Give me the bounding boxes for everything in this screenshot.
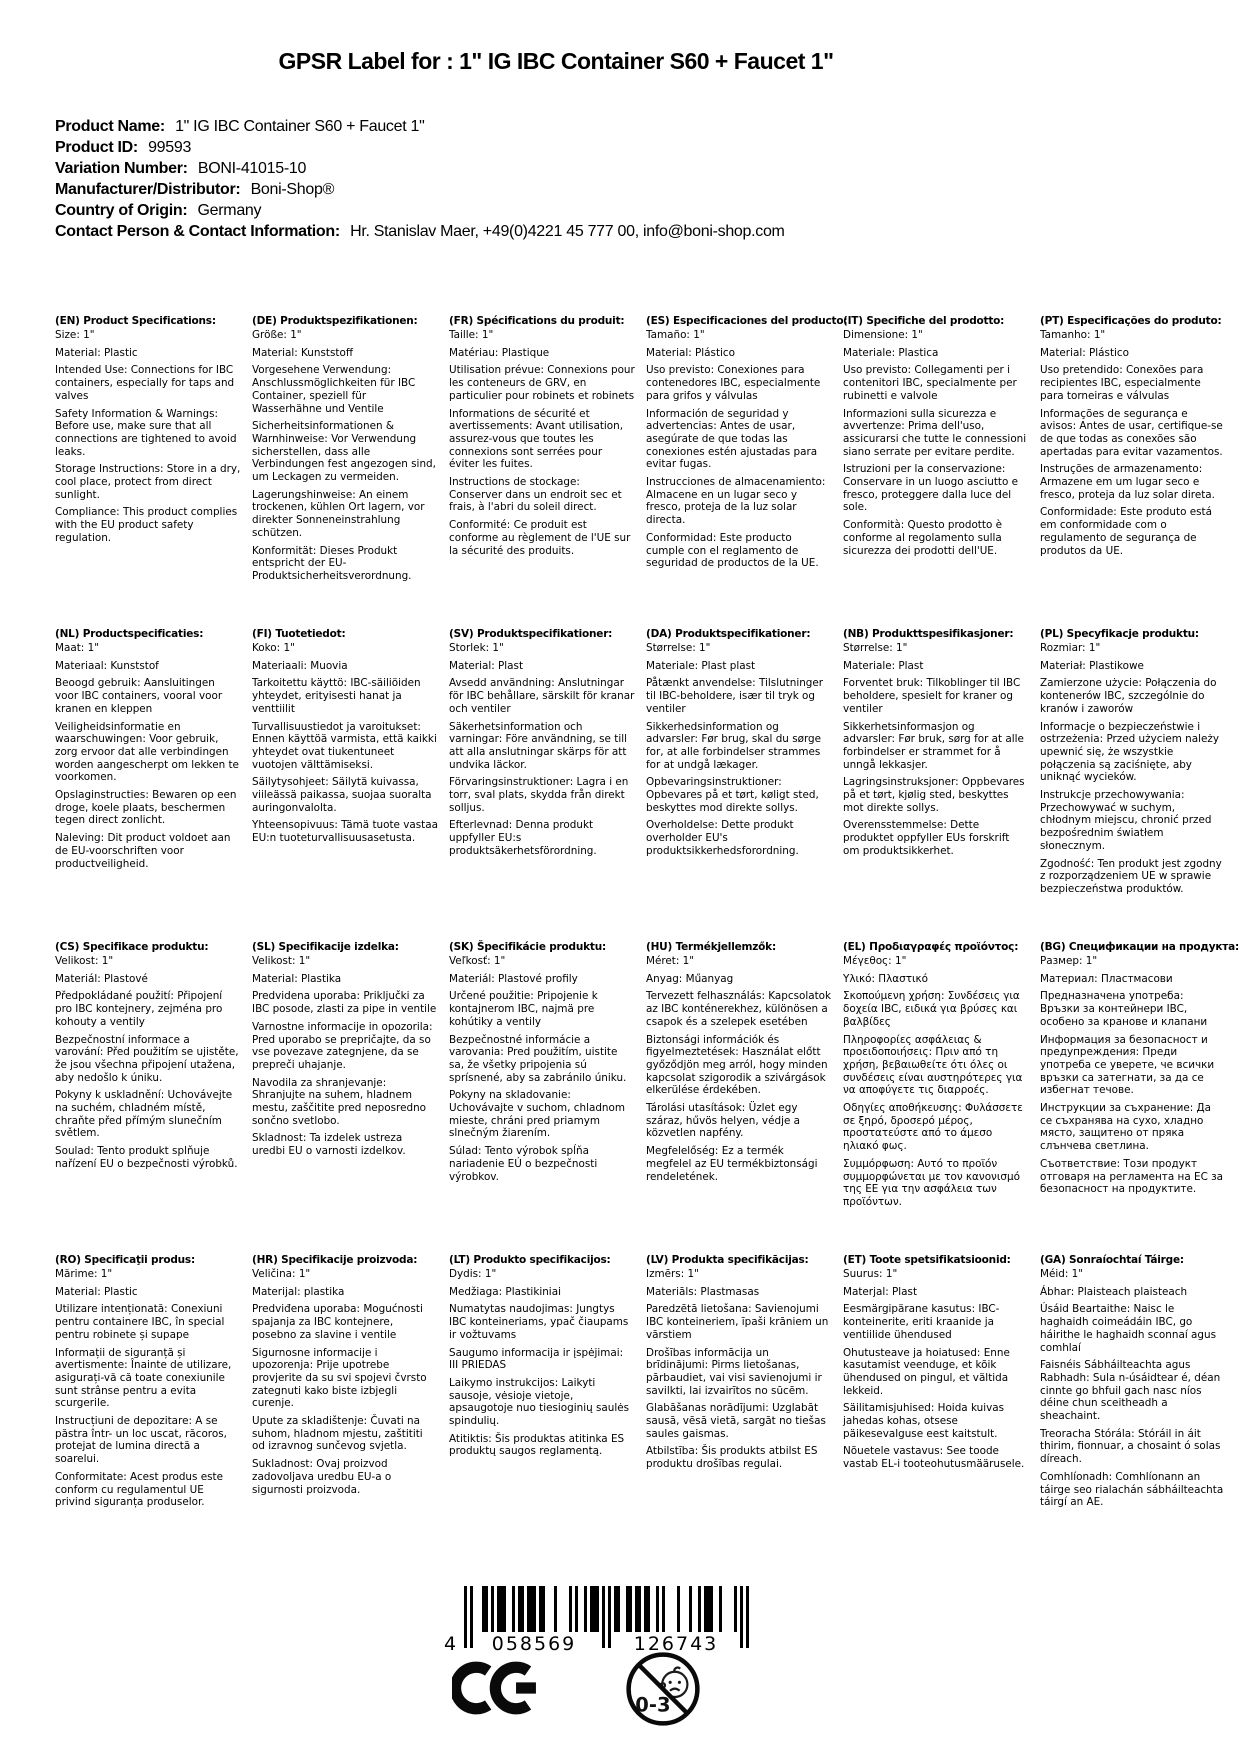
spec-paragraph: Предназначена употреба: Връзки за контейнери IBC, особено за кранове и клапани [1040, 990, 1208, 1028]
barcode-digit-left: 4 [444, 1633, 459, 1654]
spec-paragraph: Informazioni sulla sicurezza e avvertenze: Prima dell'uso, assicurarsi che tutte le connessioni siano serrate per evitare perdite. [843, 407, 1027, 458]
spec-paragraph: Μέγεθος: 1" [843, 955, 907, 967]
spec-block-heading: (EN) Product Specifications: [55, 315, 216, 327]
product-info-value: Boni-Shop® [250, 181, 335, 198]
spec-block-heading: (SL) Specifikacije izdelka: [252, 941, 399, 953]
spec-paragraph: Maat: 1" [55, 642, 99, 654]
product-info-label: Variation Number: [55, 160, 188, 177]
spec-paragraph: Skladnost: Ta izdelek ustreza uredbi EU o varnosti izdelkov. [252, 1132, 406, 1158]
product-info-label: Country of Origin: [55, 202, 188, 219]
spec-paragraph: Méid: 1" [1040, 1268, 1084, 1280]
spec-paragraph: Velikost: 1" [55, 955, 114, 967]
product-info-row [55, 200, 1155, 221]
spec-block-heading: (FR) Spécifications du produit: [449, 315, 625, 327]
spec-paragraph: Sikkerhetsinformasjon og advarsler: Før bruk, sørg for at alle forbindelser er strammet for å unngå lekkasjer. [843, 720, 1024, 771]
spec-paragraph: Информация за безопасност и предупреждения: Преди употреба се уверете, че всички връзки са затегнати, за да се избегнат течове. [1040, 1033, 1215, 1097]
spec-block-heading: (BG) Спецификации на продукта: [1040, 941, 1240, 953]
spec-paragraph: Predvidena uporaba: Priključki za IBC posode, zlasti za pipe in ventile [252, 990, 437, 1016]
spec-block-fi [252, 628, 438, 850]
spec-paragraph: Sicherheitsinformationen & Warnhinweise: Vor Verwendung sicherstellen, dass alle Verbindungen fest angezogen sind, um Leckagen zu vermeiden. [252, 420, 436, 484]
spec-paragraph: Sukladnost: Ovaj proizvod zadovoljava uredbu EU-a o sigurnosti proizvoda. [252, 1458, 392, 1496]
product-info-row [55, 221, 1155, 242]
spec-paragraph: Úsáid Beartaithe: Naisc le haghaidh coimeádáin IBC, go háirithe le haghaidh sconnaí agus comhlaí [1040, 1303, 1216, 1354]
product-info-value: BONI-41015-10 [197, 160, 307, 177]
product-info-label: Product Name: [55, 118, 165, 135]
spec-paragraph: Materiál: Plastové [55, 972, 148, 985]
spec-paragraph: Treoracha Stórála: Stóráil in áit thirim, fionnuar, a chosaint ó solas díreach. [1040, 1427, 1221, 1466]
spec-paragraph: Uso previsto: Conexiones para contenedores IBC, especialmente para grifos y válvulas [646, 364, 821, 402]
spec-paragraph: Lagringsinstruksjoner: Oppbevares på et tørt, kjølig sted, beskyttes mot direkte sollys. [843, 776, 1025, 814]
product-info-value: 99593 [148, 139, 192, 156]
spec-paragraph: Zgodność: Ten produkt jest zgodny z rozporządzeniem UE w sprawie bezpieczeństwa produktów. [1040, 857, 1222, 895]
spec-block-heading: (CS) Specifikace produktu: [55, 941, 209, 953]
spec-paragraph: Størrelse: 1" [646, 642, 711, 654]
spec-block-heading: (SK) Špecifikácie produktu: [449, 941, 606, 953]
spec-paragraph: Veľkosť: 1" [449, 955, 506, 967]
spec-paragraph: Súlad: Tento výrobok spĺňa nariadenie EÚ o bezpečnosti výrobkov. [449, 1145, 598, 1183]
spec-paragraph: Turvallisuustiedot ja varoitukset: Ennen käyttöä varmista, että kaikki yhteydet ovat tiukentuneet vuotojen välttämiseksi. [252, 720, 437, 771]
spec-paragraph: Säkerhetsinformation och varningar: Före användning, se till att alla anslutningar skärps för att undvika läckor. [449, 720, 627, 771]
spec-paragraph: Eesmärgipärane kasutus: IBC-konteinerite, eriti kraanide ja ventiilide ühendused [843, 1303, 1000, 1341]
spec-paragraph: Laikymo instrukcijos: Laikyti sausoje, vėsioje vietoje, apsaugotoje nuo tiesioginių saulės spindulių. [449, 1376, 630, 1428]
product-info-row [55, 116, 1155, 137]
spec-block-ro [55, 1254, 241, 1514]
spec-paragraph: Materiāls: Plastmasas [646, 1285, 760, 1298]
spec-paragraph: Tamanho: 1" [1040, 329, 1106, 341]
spec-paragraph: Medžiaga: Plastikiniai [449, 1285, 561, 1298]
spec-paragraph: Mărime: 1" [55, 1268, 113, 1280]
spec-paragraph: Beoogd gebruik: Aansluitingen voor IBC containers, vooral voor kranen en kleppen [55, 677, 223, 715]
spec-paragraph: Paredzētā lietošana: Savienojumi IBC konteineriem, īpaši krāniem un vārstiem [646, 1303, 829, 1341]
spec-paragraph: Tarkoitettu käyttö: IBC-säiliöiden yhteydet, erityisesti hanat ja venttiilit [252, 677, 421, 715]
spec-paragraph: Storage Instructions: Store in a dry, cool place, protect from direct sunlight. [55, 463, 241, 501]
spec-paragraph: Naleving: Dit product voldoet aan de EU-voorschriften voor productveiligheid. [55, 832, 231, 870]
spec-paragraph: Materiaali: Muovia [252, 659, 348, 672]
spec-paragraph: Größe: 1" [252, 329, 302, 341]
spec-paragraph: Efterlevnad: Denna produkt uppfyller EU:s produktsäkerhetsförordning. [449, 819, 597, 857]
spec-paragraph: Materjal: Plast [843, 1285, 918, 1298]
spec-paragraph: Atitiktis: Šis produktas atitinka ES produktų saugos reglamentą. [449, 1432, 625, 1458]
spec-paragraph: Drošības informācija un brīdinājumi: Pirms lietošanas, pārbaudiet, vai visi savienojumi ir savilkti, lai izvairītos no sūcēm. [646, 1346, 822, 1397]
spec-block-hr [252, 1254, 438, 1501]
spec-grid [55, 315, 1240, 1567]
spec-paragraph: Påtænkt anvendelse: Tilslutninger til IBC-beholdere, især til tryk og ventiler [646, 677, 824, 715]
spec-block-da [646, 628, 832, 863]
spec-block-el [843, 941, 1029, 1214]
spec-paragraph: Yhteensopivuus: Tämä tuote vastaa EU:n tuoteturvallisuusasetusta. [252, 819, 438, 845]
spec-paragraph: Bezpečnostní informace a varování: Před použitím se ujistěte, že jsou všechna připojení utažena, aby nedošlo k úniku. [55, 1033, 239, 1084]
spec-paragraph: Faisnéis Sábháilteachta agus Rabhadh: Sula n-úsáidtear é, déan cinnte go bhfuil gach nasc níos déine chun sceitheadh a sheachaint. [1040, 1359, 1221, 1423]
spec-paragraph: Vorgesehene Verwendung: Anschlussmöglichkeiten für IBC Container, speziell für Wasserhähne und Ventile [252, 364, 416, 415]
spec-block-heading: (ES) Especificaciones del producto: [646, 315, 848, 327]
spec-block-heading: (HU) Termékjellemzők: [646, 941, 776, 953]
spec-paragraph: Información de seguridad y advertencias: Antes de usar, asegúrate de que todas las conexiones estén ajustadas para evitar fugas. [646, 407, 818, 471]
spec-paragraph: Koko: 1" [252, 642, 295, 654]
spec-paragraph: Nõuetele vastavus: See toode vastab EL-i tooteohutusmäärusele. [843, 1445, 1025, 1471]
page-title: GPSR Label for : 1" IG IBC Container S60 + Faucet 1" [278, 48, 834, 74]
spec-paragraph: Material: Plástico [646, 346, 735, 359]
spec-block-heading: (NB) Produkttspesifikasjoner: [843, 628, 1014, 640]
spec-paragraph: Tamaño: 1" [646, 329, 705, 341]
spec-paragraph: Utilizare intenționată: Conexiuni pentru containere IBC, în special pentru robinete și supape [55, 1303, 225, 1341]
spec-paragraph: Lagerungshinweise: An einem trockenen, kühlen Ort lagern, vor direkter Sonneneinstrahlung schützen. [252, 488, 425, 539]
product-info [55, 116, 1155, 242]
spec-paragraph: Předpokládané použití: Připojení pro IBC kontejnery, zejména pro kohouty a ventily [55, 990, 223, 1028]
spec-block-lt [449, 1254, 635, 1463]
spec-paragraph: Informacje o bezpieczeństwie i ostrzeżenia: Przed użyciem należy upewnić się, że wszystkie połączenia są zaciśnięte, aby uniknąć wycieków. [1040, 720, 1219, 784]
spec-block-heading: (PT) Especificações do produto: [1040, 315, 1222, 327]
spec-paragraph: Συμμόρφωση: Αυτό το προϊόν συμμορφώνεται με τον κανονισμό της ΕΕ για την ασφάλεια των προϊόντων. [843, 1157, 1020, 1208]
spec-paragraph: Materijal: plastika [252, 1285, 345, 1298]
spec-paragraph: Veličina: 1" [252, 1268, 311, 1280]
spec-block-bg [1040, 941, 1240, 1201]
spec-paragraph: Tárolási utasítások: Üzlet egy száraz, hűvös helyen, védje a közvetlen napfény. [646, 1102, 801, 1140]
spec-paragraph: Инструкции за съхранение: Да се съхранява на сухо, хладно място, защитено от пряка слънчева светлина. [1040, 1102, 1212, 1153]
age-warning-0-3-icon [624, 1650, 702, 1732]
product-info-row [55, 158, 1155, 179]
barcode-digits-group2: 126743 [633, 1633, 719, 1654]
spec-paragraph: Biztonsági információk és figyelmeztetések: Használat előtt győződjön meg arról, hogy minden kapcsolat szigorodik a szivárgások elkerülése érdekében. [646, 1033, 828, 1097]
spec-paragraph: Οδηγίες αποθήκευσης: Φυλάσσετε σε ξηρό, δροσερό μέρος, προστατεύστε από το άμεσο ηλιακό φως. [843, 1102, 1023, 1153]
spec-paragraph: Utilisation prévue: Connexions pour les conteneurs de GRV, en particulier pour robinets et robinets [449, 364, 635, 402]
spec-paragraph: Informações de segurança e avisos: Antes de usar, certifique-se de que todas as conexões são apertadas para evitar vazamentos. [1040, 407, 1223, 458]
spec-paragraph: Säilitamisjuhised: Hoida kuivas jahedas kohas, otsese päikesevalguse eest kaitstult. [843, 1402, 1005, 1440]
spec-paragraph: Conformità: Questo prodotto è conforme al regolamento sulla sicurezza dei prodotti dell'UE. [843, 519, 1003, 557]
age-warning-label: 0-3 [635, 1693, 671, 1717]
product-info-label: Product ID: [55, 139, 138, 156]
spec-block-es [646, 315, 848, 575]
spec-block-hu [646, 941, 832, 1188]
spec-paragraph: Overensstemmelse: Dette produktet oppfyller EUs forskrift om produktsikkerhet. [843, 819, 1010, 857]
spec-block-nb [843, 628, 1029, 863]
spec-paragraph: Materiał: Plastikowe [1040, 659, 1144, 672]
ce-mark-icon [452, 1660, 542, 1720]
spec-paragraph: Ohutusteave ja hoiatused: Enne kasutamist veenduge, et kõik ühendused on pingul, et vältida lekkeid. [843, 1346, 1010, 1397]
spec-block-cs [55, 941, 241, 1176]
spec-block-heading: (NL) Productspecificaties: [55, 628, 204, 640]
spec-paragraph: Størrelse: 1" [843, 642, 908, 654]
spec-paragraph: Pokyny na skladovanie: Uchovávajte v suchom, chladnom mieste, chráni pred priamym slnečným žiarením. [449, 1089, 625, 1140]
spec-paragraph: Méret: 1" [646, 955, 695, 967]
spec-paragraph: Förvaringsinstruktioner: Lagra i en torr, sval plats, skydda från direkt solljus. [449, 776, 629, 814]
spec-paragraph: Predviđena uporaba: Mogućnosti spajanja za IBC kontejnere, posebno za slavine i ventile [252, 1303, 423, 1341]
spec-block-lv [646, 1254, 832, 1476]
spec-paragraph: Compliance: This product complies with the EU product safety regulation. [55, 506, 238, 544]
spec-paragraph: Sikkerhedsinformation og advarsler: Før brug, skal du sørge for, at alle forbindelser strammes for at undgå lækager. [646, 720, 822, 771]
spec-paragraph: Tervezett felhasználás: Kapcsolatok az IBC konténerekhez, különösen a csapok és a szelepek esetében [646, 990, 832, 1028]
spec-paragraph: Instrukcje przechowywania: Przechowywać w suchym, chłodnym miejscu, chronić przed bezpośrednim światłem słonecznym. [1040, 789, 1212, 852]
spec-block-heading: (ET) Toote spetsifikatsioonid: [843, 1254, 1011, 1266]
barcode-bars [440, 1586, 749, 1654]
spec-paragraph: Съответствие: Този продукт отговаря на регламента на ЕС за безопасност на продуктите. [1040, 1157, 1224, 1196]
product-info-value: Hr. Stanislav Maer, +49(0)4221 45 777 00, info@boni-shop.com [350, 223, 785, 240]
spec-paragraph: Uso pretendido: Conexões para recipientes IBC, especialmente para torneiras e válvulas [1040, 364, 1204, 402]
spec-block-heading: (LT) Produkto specifikacijos: [449, 1254, 611, 1266]
spec-paragraph: Informații de siguranță și avertismente: Înainte de utilizare, asigurați-vă că toate conexiunile sunt strânse pentru a evita scurgerile. [55, 1346, 232, 1410]
spec-paragraph: Sigurnosne informacije i upozorenja: Prije upotrebe provjerite da su svi spojevi čvrsto zategnuti kako biste izbjegli curenje. [252, 1346, 427, 1410]
spec-paragraph: Navodila za shranjevanje: Shranjujte na suhem, hladnem mestu, zaščitite pred neposredno sončno svetlobo. [252, 1076, 427, 1127]
spec-paragraph: Conformidad: Este producto cumple con el reglamento de seguridad de productos de la UE. [646, 531, 819, 570]
spec-paragraph: Saugumo informacija ir įspėjimai: III PRIEDAS [449, 1346, 624, 1372]
spec-block-heading: (IT) Specifiche del prodotto: [843, 315, 1005, 327]
spec-paragraph: Izmērs: 1" [646, 1268, 699, 1280]
spec-block-heading: (PL) Specyfikacje produktu: [1040, 628, 1199, 640]
spec-paragraph: Rozmiar: 1" [1040, 642, 1101, 654]
spec-paragraph: Uso previsto: Collegamenti per i contenitori IBC, specialmente per rubinetti e valvole [843, 364, 1017, 402]
spec-block-sv [449, 628, 635, 863]
spec-paragraph: Material: Kunststoff [252, 346, 353, 359]
spec-paragraph: Size: 1" [55, 329, 95, 341]
spec-block-sk [449, 941, 635, 1188]
spec-paragraph: Материал: Пластмасови [1040, 972, 1173, 985]
spec-block-heading: (HR) Specifikacije proizvoda: [252, 1254, 418, 1266]
spec-paragraph: Dydis: 1" [449, 1268, 497, 1280]
spec-block-nl [55, 628, 241, 875]
spec-block-heading: (RO) Specificaţii produs: [55, 1254, 195, 1266]
spec-block-heading: (EL) Προδιαγραφές προϊόντος: [843, 941, 1019, 953]
spec-paragraph: Pokyny k uskladnění: Uchovávejte na suchém, chladném místě, chraňte před přímým slunečním světlem. [55, 1089, 233, 1140]
spec-paragraph: Instrucțiuni de depozitare: A se păstra într- un loc uscat, răcoros, protejat de lumina directă a soarelui. [55, 1415, 227, 1466]
spec-block-heading: (DE) Produktspezifikationen: [252, 315, 418, 327]
spec-paragraph: Conformité: Ce produit est conforme au règlement de l'UE sur la sécurité des produits. [449, 519, 631, 557]
spec-paragraph: Intended Use: Connections for IBC containers, especially for taps and valves [55, 364, 235, 402]
spec-block-heading: (DA) Produktspecifikationer: [646, 628, 811, 640]
spec-paragraph: Konformität: Dieses Produkt entspricht der EU-Produktsicherheitsverordnung. [252, 544, 412, 582]
spec-paragraph: Material: Plastika [252, 972, 342, 985]
spec-paragraph: Materiale: Plast [843, 659, 924, 672]
ean13-barcode [440, 1586, 749, 1654]
spec-block-et [843, 1254, 1029, 1476]
spec-paragraph: Glabāšanas norādījumi: Uzglabāt sausā, vēsā vietā, sargāt no tiešas saules gaismas. [646, 1402, 826, 1440]
spec-block-pl [1040, 628, 1226, 901]
spec-paragraph: Conformidade: Este produto está em conformidade com o regulamento de segurança de produtos da UE. [1040, 506, 1212, 557]
spec-paragraph: Atbilstība: Šis produkts atbilst ES produktu drošības regulai. [646, 1445, 818, 1471]
spec-paragraph: Material: Plastic [55, 1285, 138, 1298]
spec-paragraph: Zamierzone użycie: Połączenia do kontenerów IBC, szczególnie do kranów i zaworów [1040, 677, 1217, 715]
spec-block-sl [252, 941, 438, 1163]
product-info-value: Germany [197, 202, 262, 219]
spec-paragraph: Conformitate: Acest produs este conform cu regulamentul UE privind siguranța produselor. [55, 1470, 224, 1509]
spec-paragraph: Storlek: 1" [449, 642, 504, 654]
spec-paragraph: Megfelelőség: Ez a termék megfelel az EU termékbiztonsági rendeletének. [646, 1145, 818, 1183]
spec-paragraph: Anyag: Műanyag [646, 972, 734, 985]
spec-block-it [843, 315, 1029, 562]
spec-paragraph: Instrucciones de almacenamiento: Almacene en un lugar seco y fresco, proteja de la luz solar directa. [646, 476, 826, 527]
spec-paragraph: Veiligheidsinformatie en waarschuwingen: Voor gebruik, zorg ervoor dat alle verbindingen worden aangescherpt om lekken te voorkomen. [55, 720, 239, 784]
spec-paragraph: Avsedd användning: Anslutningar för IBC behållare, särskilt för kranar och ventiler [449, 677, 635, 715]
spec-paragraph: Material: Plástico [1040, 346, 1129, 359]
spec-block-heading: (SV) Produktspecifikationer: [449, 628, 613, 640]
spec-paragraph: Numatytas naudojimas: Jungtys IBC konteineriams, ypač čiaupams ir vožtuvams [449, 1303, 629, 1341]
spec-paragraph: Matériau: Plastique [449, 346, 550, 359]
spec-block-fr [449, 315, 635, 562]
spec-block-heading: (GA) Sonraíochtaí Táirge: [1040, 1254, 1184, 1266]
spec-paragraph: Material: Plast [449, 659, 524, 672]
product-info-row [55, 137, 1155, 158]
spec-paragraph: Velikost: 1" [252, 955, 311, 967]
spec-paragraph: Soulad: Tento produkt splňuje nařízení EU o bezpečnosti výrobků. [55, 1145, 238, 1170]
spec-block-ga [1040, 1254, 1226, 1514]
spec-paragraph: Dimensione: 1" [843, 329, 923, 341]
spec-paragraph: Forventet bruk: Tilkoblinger til IBC beholdere, spesielt for kraner og ventiler [843, 677, 1021, 715]
spec-paragraph: Размер: 1" [1040, 955, 1098, 967]
spec-paragraph: Istruzioni per la conservazione: Conservare in un luogo asciutto e fresco, proteggere dalla luce del sole. [843, 463, 1019, 514]
spec-paragraph: Materiaal: Kunststof [55, 659, 159, 672]
spec-paragraph: Materiál: Plastové profily [449, 972, 578, 985]
spec-paragraph: Instructions de stockage: Conserver dans un endroit sec et frais, à l'abri du soleil direct. [449, 476, 622, 514]
spec-paragraph: Säilytysohjeet: Säilytä kuivassa, viileässä paikassa, suojaa suoralta auringonvalolta. [252, 776, 432, 814]
product-info-row [55, 179, 1155, 200]
spec-paragraph: Určené použitie: Pripojenie k kontajnerom IBC, najmä pre kohútiky a ventily [449, 990, 598, 1028]
spec-block-en [55, 315, 241, 550]
spec-paragraph: Υλικό: Πλαστικό [843, 972, 928, 985]
spec-paragraph: Bezpečnostné informácie a varovania: Pred použitím, uistite sa, že všetky pripojenia sú sprísnené, aby sa zabránilo úniku. [449, 1033, 627, 1084]
spec-paragraph: Materiale: Plastica [843, 346, 939, 359]
product-info-label: Manufacturer/Distributor: [55, 181, 241, 198]
spec-paragraph: Opbevaringsinstruktioner: Opbevares på et tørt, køligt sted, beskyttes mod direkte sollys. [646, 776, 819, 814]
spec-paragraph: Comhlíonadh: Comhlíonann an táirge seo rialachán sábháilteachta táirgí an AE. [1040, 1470, 1224, 1509]
spec-block-de [252, 315, 438, 588]
spec-paragraph: Upute za skladištenje: Čuvati na suhom, hladnom mjestu, zaštititi od izravnog sunčevog svjetla. [252, 1415, 423, 1453]
spec-paragraph: Σκοπούμενη χρήση: Συνδέσεις για δοχεία IBC, ειδικά για βρύσες και βαλβίδες [843, 990, 1020, 1028]
spec-paragraph: Informations de sécurité et avertissements: Avant utilisation, assurez-vous que toutes les connexions sont serrées pour éviter les fuites. [449, 407, 624, 471]
spec-paragraph: Overholdelse: Dette produkt overholder EU's produktsikkerhedsforordning. [646, 819, 799, 857]
spec-paragraph: Πληροφορίες ασφάλειας & προειδοποιήσεις: Πριν από τη χρήση, βεβαιωθείτε ότι όλες οι συνδέσεις είναι αυστηρότερες για να αποφύγετε τις διαρροές. [843, 1033, 1023, 1097]
spec-block-pt [1040, 315, 1226, 562]
spec-paragraph: Taille: 1" [449, 329, 494, 341]
spec-paragraph: Safety Information & Warnings: Before use, make sure that all connections are tightened to avoid leaks. [55, 407, 237, 458]
spec-paragraph: Ábhar: Plaisteach plaisteach [1040, 1285, 1188, 1298]
spec-paragraph: Instruções de armazenamento: Armazene em um lugar seco e fresco, proteja da luz solar direta. [1040, 463, 1215, 501]
product-info-label: Contact Person & Contact Information: [55, 223, 340, 240]
product-info-value: 1" IG IBC Container S60 + Faucet 1" [175, 118, 425, 135]
barcode-digits-group1: 058569 [491, 1633, 577, 1654]
spec-block-heading: (LV) Produkta specifikācijas: [646, 1254, 809, 1266]
spec-paragraph: Material: Plastic [55, 346, 138, 359]
spec-paragraph: Suurus: 1" [843, 1268, 898, 1280]
spec-paragraph: Materiale: Plast plast [646, 659, 756, 672]
spec-block-heading: (FI) Tuotetiedot: [252, 628, 346, 640]
spec-paragraph: Opslaginstructies: Bewaren op een droge, koele plaats, beschermen tegen direct zonlicht. [55, 789, 237, 827]
spec-paragraph: Varnostne informacije in opozorila: Pred uporabo se prepričajte, da so vse povezave zategnjene, da se prepreči uhajanje. [252, 1020, 433, 1071]
